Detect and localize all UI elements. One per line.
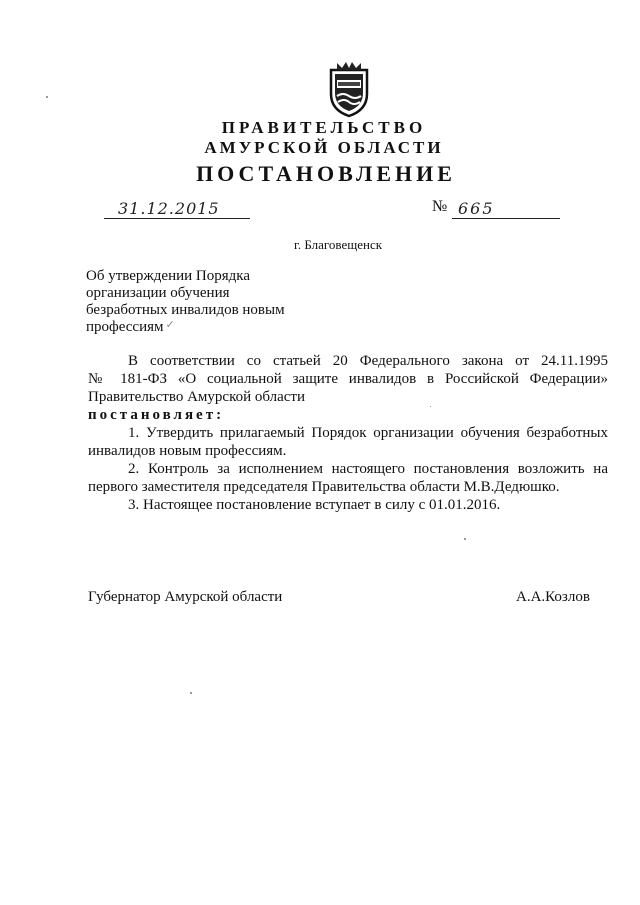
decree-number: 665 (458, 199, 495, 218)
item-1-line: инвалидов новым профессиям. (88, 443, 287, 459)
subject-line: Об утверждении Порядка (86, 268, 250, 284)
preamble-line: В соответствии со статьей 20 Федерального закона от 24.11.1995 (128, 353, 608, 369)
item-3-line: 3. Настоящее постановление вступает в силу с 01.01.2016. (128, 497, 501, 513)
signatory-position: Губернатор Амурской области (88, 589, 283, 605)
city: г. Благовещенск (293, 237, 383, 252)
number-label: № (432, 198, 448, 215)
preamble-line: № 181-ФЗ «О социальной защите инвалидов в Российской Федерации» (88, 371, 608, 387)
decides-heading: постановляет: (88, 407, 225, 423)
item-2-line: 2. Контроль за исполнением настоящего постановления возложить на (128, 461, 608, 477)
subject-line: организации обучения (86, 285, 230, 301)
number-underline (452, 218, 560, 219)
scan-speck (430, 406, 431, 407)
scan-speck (190, 692, 192, 694)
item-1-line: 1. Утвердить прилагаемый Порядок организации обучения безработных (128, 425, 608, 441)
government-title: ПРАВИТЕЛЬСТВО (221, 118, 427, 137)
coat-of-arms-icon (323, 60, 375, 118)
signatory-name: А.А.Козлов (516, 589, 590, 605)
subject-line: профессиям (86, 319, 164, 335)
scan-speck (464, 538, 466, 540)
subject-line: безработных инвалидов новым (86, 302, 285, 318)
document-type: ПОСТАНОВЛЕНИЕ (196, 161, 456, 186)
item-2-line: первого заместителя председателя Правительства области М.В.Дедюшко. (88, 479, 560, 495)
decree-subject (86, 268, 285, 337)
decree-date: 31.12.2015 (118, 199, 220, 218)
scan-speck (46, 96, 48, 98)
check-mark-icon: ✓ (165, 319, 175, 331)
preamble-line: Правительство Амурской области (88, 389, 306, 405)
date-underline (104, 218, 250, 219)
decree-body (88, 352, 608, 514)
government-region: АМУРСКОЙ ОБЛАСТИ (204, 138, 444, 157)
